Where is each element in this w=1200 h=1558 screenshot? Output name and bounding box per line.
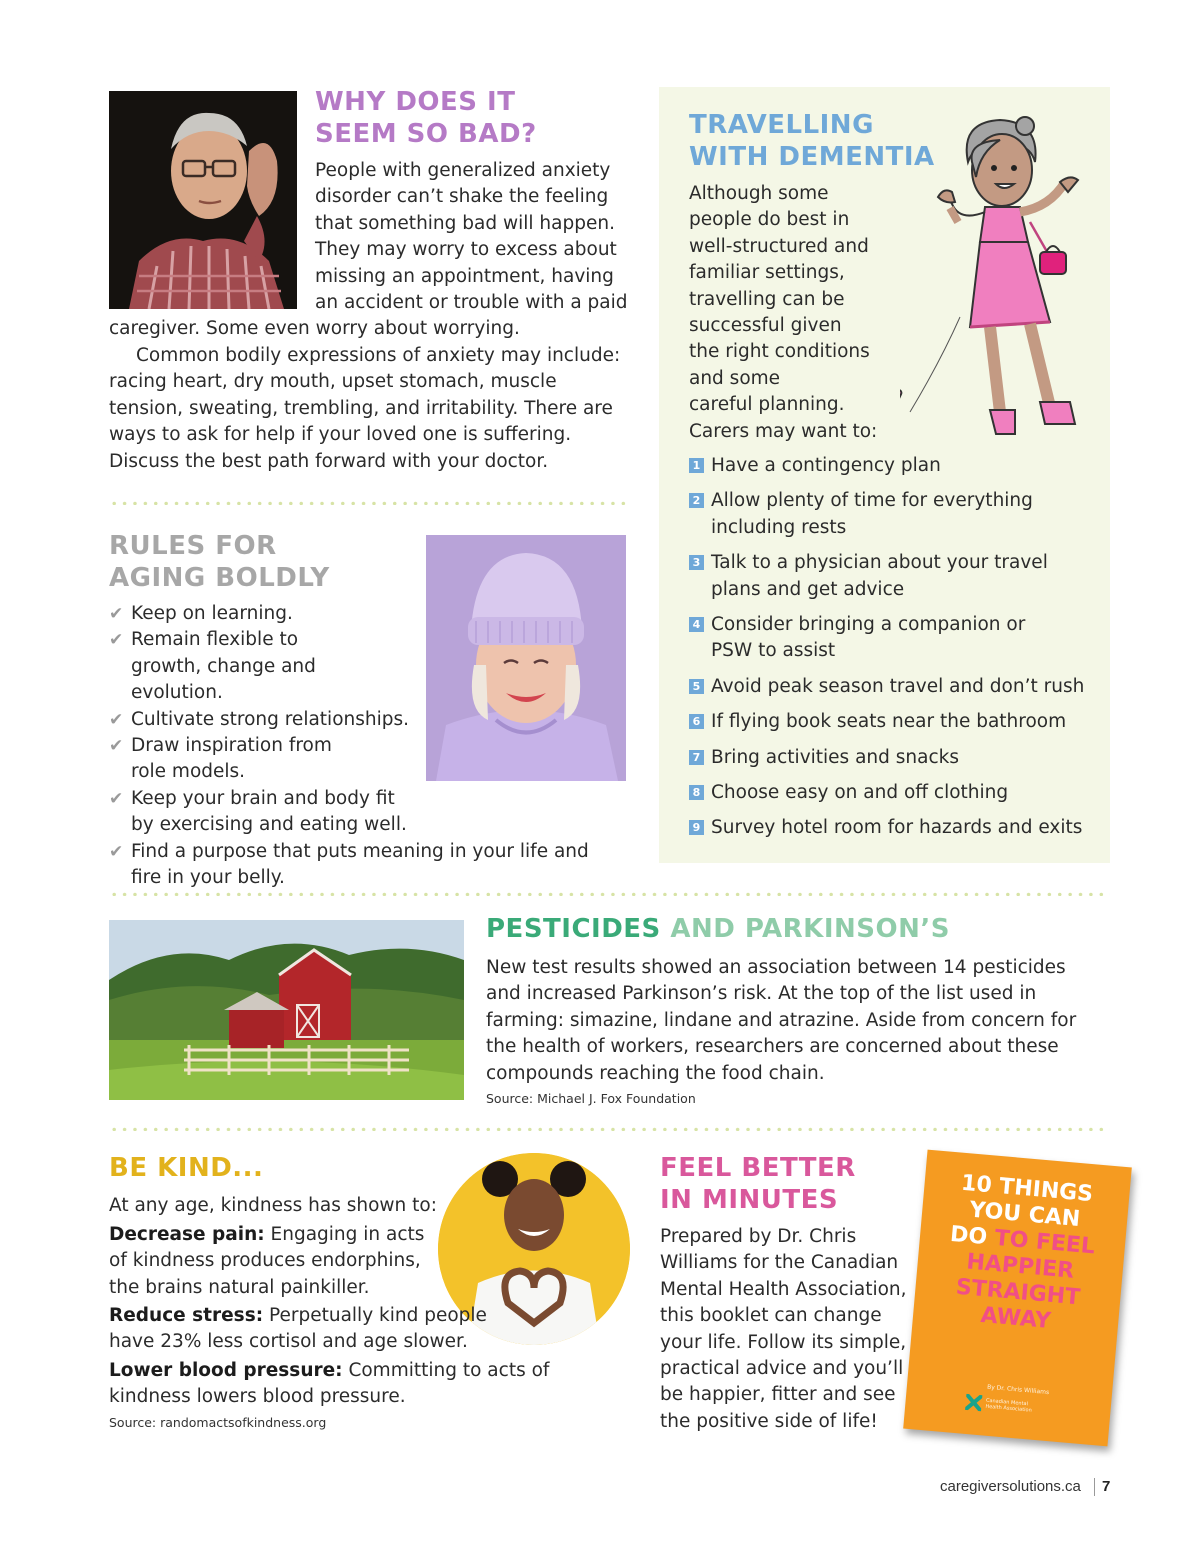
pesticides-source: Source: Michael J. Fox Foundation: [486, 1091, 696, 1106]
kind-b3-line: Committing to acts of: [342, 1360, 550, 1381]
feel-body: [660, 1224, 910, 1435]
travel-intro-line: well-structured and: [689, 235, 869, 257]
travel-tip: [689, 815, 1099, 841]
rules-title-line1: RULES FOR: [109, 531, 277, 561]
travel-tip-text: Consider bringing a companion or PSW to assist: [711, 614, 1026, 662]
kind-title: BE KIND...: [109, 1153, 264, 1183]
booklet-title: [912, 1168, 1130, 1341]
rules-item-text: Keep your brain and body fit by exercising and eating well.: [131, 787, 407, 836]
rules-title-line2: AGING BOLDLY: [109, 563, 330, 593]
travel-title: [689, 109, 935, 173]
rules-item-text: Keep on learning.: [131, 603, 293, 624]
travel-intro-line: familiar settings,: [689, 262, 845, 284]
rules-item: [109, 733, 339, 786]
kind-source: Source: randomactsofkindness.org: [109, 1415, 327, 1430]
tip-number-badge: 9: [689, 820, 704, 835]
travel-tips-list: [689, 453, 1099, 851]
anxiety-title-line1: WHY DOES IT: [315, 87, 516, 117]
travel-title-line1: TRAVELLING: [689, 110, 874, 140]
travel-title-line2: WITH DEMENTIA: [689, 142, 935, 172]
kind-b2-line: have 23% less cortisol and age slower.: [109, 1331, 468, 1353]
anxiety-title-line2: SEEM SO BAD?: [315, 119, 537, 149]
feel-title: [660, 1152, 856, 1216]
rules-title: [109, 530, 330, 594]
anxiety-p1-line: People with generalized anxiety: [315, 160, 611, 181]
kind-b1-label: Decrease pain:: [109, 1224, 265, 1245]
travel-tip-text: Avoid peak season travel and don’t rush: [711, 675, 1085, 697]
footer-separator: [1094, 1478, 1095, 1496]
rules-list: [109, 601, 629, 891]
booklet-title-line: 10 THINGS: [960, 1170, 1094, 1208]
travel-tip-text: Allow plenty of time for everything including rests: [711, 490, 1033, 538]
rules-item: [109, 707, 629, 733]
page-number: 7: [1102, 1478, 1111, 1495]
travel-tip: [689, 709, 1099, 735]
feel-body-line: be happier, fitter and see: [660, 1384, 896, 1406]
pesticides-title-a: PESTICIDES: [486, 914, 661, 944]
kind-intro: At any age, kindness has shown to:: [109, 1195, 437, 1216]
elderly-man-photo: [109, 91, 297, 309]
travel-tip-text: Talk to a physician about your travel plans and get advice: [711, 552, 1048, 600]
travel-intro-line: travelling can be: [689, 288, 845, 310]
dotted-divider: [109, 501, 629, 505]
cmha-logo-icon: [965, 1394, 982, 1411]
travel-intro-line: careful planning.: [689, 394, 845, 416]
kind-benefit-blood-pressure: [109, 1358, 629, 1411]
kind-benefit-stress: [109, 1303, 629, 1356]
anxiety-paragraph-1-wrapped: [315, 158, 635, 316]
tip-number-badge: 8: [689, 785, 704, 800]
feel-body-line: practical advice and you’ll: [660, 1358, 904, 1380]
travel-intro: [689, 181, 909, 445]
woman-with-phone-icon: [900, 112, 1100, 442]
rules-item: [109, 601, 629, 627]
travel-intro-line: the right conditions: [689, 341, 870, 363]
travel-tip: [689, 453, 1099, 479]
travel-tip: [689, 488, 1049, 541]
travel-intro-line: and some: [689, 367, 781, 389]
travel-intro-line: successful given: [689, 315, 842, 337]
pesticides-title: [486, 913, 950, 945]
feel-title-line2: IN MINUTES: [660, 1185, 839, 1215]
booklet-title-line: YOU CAN: [968, 1197, 1082, 1233]
feel-body-line: Mental Health Association,: [660, 1278, 907, 1300]
tip-number-badge: 4: [689, 617, 704, 632]
feel-body-line: Williams for the Canadian: [660, 1252, 899, 1274]
dotted-divider: [109, 1127, 1110, 1131]
tip-number-badge: 5: [689, 679, 704, 694]
kind-b1-line: Engaging in acts: [264, 1224, 425, 1245]
dotted-divider: [109, 892, 1110, 896]
travel-tip-text: Survey hotel room for hazards and exits: [711, 817, 1083, 839]
rules-item-text: Draw inspiration from role models.: [131, 735, 332, 783]
red-barn-farm-photo: [109, 920, 464, 1100]
kind-b1-line: of kindness produces endorphins,: [109, 1250, 421, 1272]
rules-item: [109, 627, 359, 706]
kind-b3-line: kindness lowers blood pressure.: [109, 1386, 406, 1408]
booklet-cover: [903, 1150, 1132, 1447]
kind-b1-line: the brains natural painkiller.: [109, 1276, 370, 1298]
travel-tip: [689, 674, 1099, 700]
rules-item: [109, 786, 409, 839]
travel-intro-line: Although some: [689, 183, 829, 204]
feel-body-line: Prepared by Dr. Chris: [660, 1226, 857, 1247]
travel-tip-text: Bring activities and snacks: [711, 746, 959, 768]
anxiety-p1-line: missing an appointment, having: [315, 265, 614, 287]
kind-benefit-pain: [109, 1222, 629, 1301]
kind-b2-label: Reduce stress:: [109, 1305, 264, 1326]
booklet-org: Canadian Mental Health Association: [985, 1397, 1032, 1414]
travel-intro-line: people do best in: [689, 209, 850, 231]
anxiety-paragraph-2: Common bodily expressions of anxiety may include: racing heart, dry mouth, upset stomach, muscle tension, sweating, trembling, and irritability. There are ways to ask for help if your loved one is suffering. Discuss the best path forward with your doctor.: [109, 345, 621, 472]
pesticides-title-b: AND PARKINSON’S: [670, 914, 950, 944]
travel-tip-text: Have a contingency plan: [711, 455, 941, 476]
anxiety-p1-line: They may worry to excess about: [315, 239, 617, 261]
anxiety-p1-line: disorder can’t shake the feeling: [315, 186, 609, 208]
booklet-title-to-feel: TO FEEL: [985, 1225, 1096, 1260]
travel-tip: [689, 745, 1099, 771]
travel-tip: [689, 550, 1059, 603]
booklet-author: By Dr. Chris Williams: [986, 1383, 1050, 1397]
booklet-title-line: HAPPIER: [965, 1249, 1076, 1284]
cartoon-woman-illustration: [900, 112, 1100, 442]
tip-number-badge: 7: [689, 750, 704, 765]
booklet-title-line: STRAIGHT: [954, 1274, 1082, 1311]
elderly-man-illustration: [109, 91, 297, 309]
anxiety-p1-line: that something bad will happen.: [315, 212, 615, 234]
feel-title-line1: FEEL BETTER: [660, 1153, 856, 1183]
travel-intro-line: Carers may want to:: [689, 420, 878, 442]
booklet-title-do: DO: [949, 1221, 989, 1251]
tip-number-badge: 3: [689, 555, 704, 570]
kind-b3-label: Lower blood pressure:: [109, 1360, 343, 1381]
rules-item-text: Find a purpose that puts meaning in your life and fire in your belly.: [131, 840, 589, 889]
pesticides-body: New test results showed an association between 14 pesticides and increased Parkinson’s risk. At the top of the list used in farming: simazine, lindane and atrazine. Aside from concern for the health of workers, researchers are concerned about these compounds reaching the food chain.: [486, 957, 1077, 1084]
anxiety-title: [315, 86, 537, 150]
tip-number-badge: 2: [689, 493, 704, 508]
tip-number-badge: 1: [689, 458, 704, 473]
feel-body-line: the positive side of life!: [660, 1410, 878, 1432]
travel-tip: [689, 780, 1099, 806]
rules-item-text: Cultivate strong relationships.: [131, 708, 409, 730]
tip-number-badge: 6: [689, 714, 704, 729]
travel-tip: [689, 612, 1049, 665]
barn-landscape-illustration: [109, 920, 464, 1100]
travel-tip-text: Choose easy on and off clothing: [711, 782, 1009, 804]
feel-body-line: this booklet can change: [660, 1305, 882, 1327]
footer-site: caregiversolutions.ca: [940, 1478, 1081, 1495]
rules-item-text: Remain flexible to growth, change and evolution.: [131, 629, 316, 704]
booklet-title-line: AWAY: [979, 1302, 1052, 1334]
kind-b2-line: Perpetually kind people: [263, 1305, 487, 1326]
anxiety-p1-line: an accident or trouble with a paid: [315, 292, 628, 314]
feel-body-line: your life. Follow its simple,: [660, 1331, 907, 1353]
travel-tip-text: If flying book seats near the bathroom: [711, 711, 1067, 733]
anxiety-paragraph-1-tail: caregiver. Some even worry about worrying.: [109, 318, 520, 339]
rules-item: [109, 839, 609, 892]
